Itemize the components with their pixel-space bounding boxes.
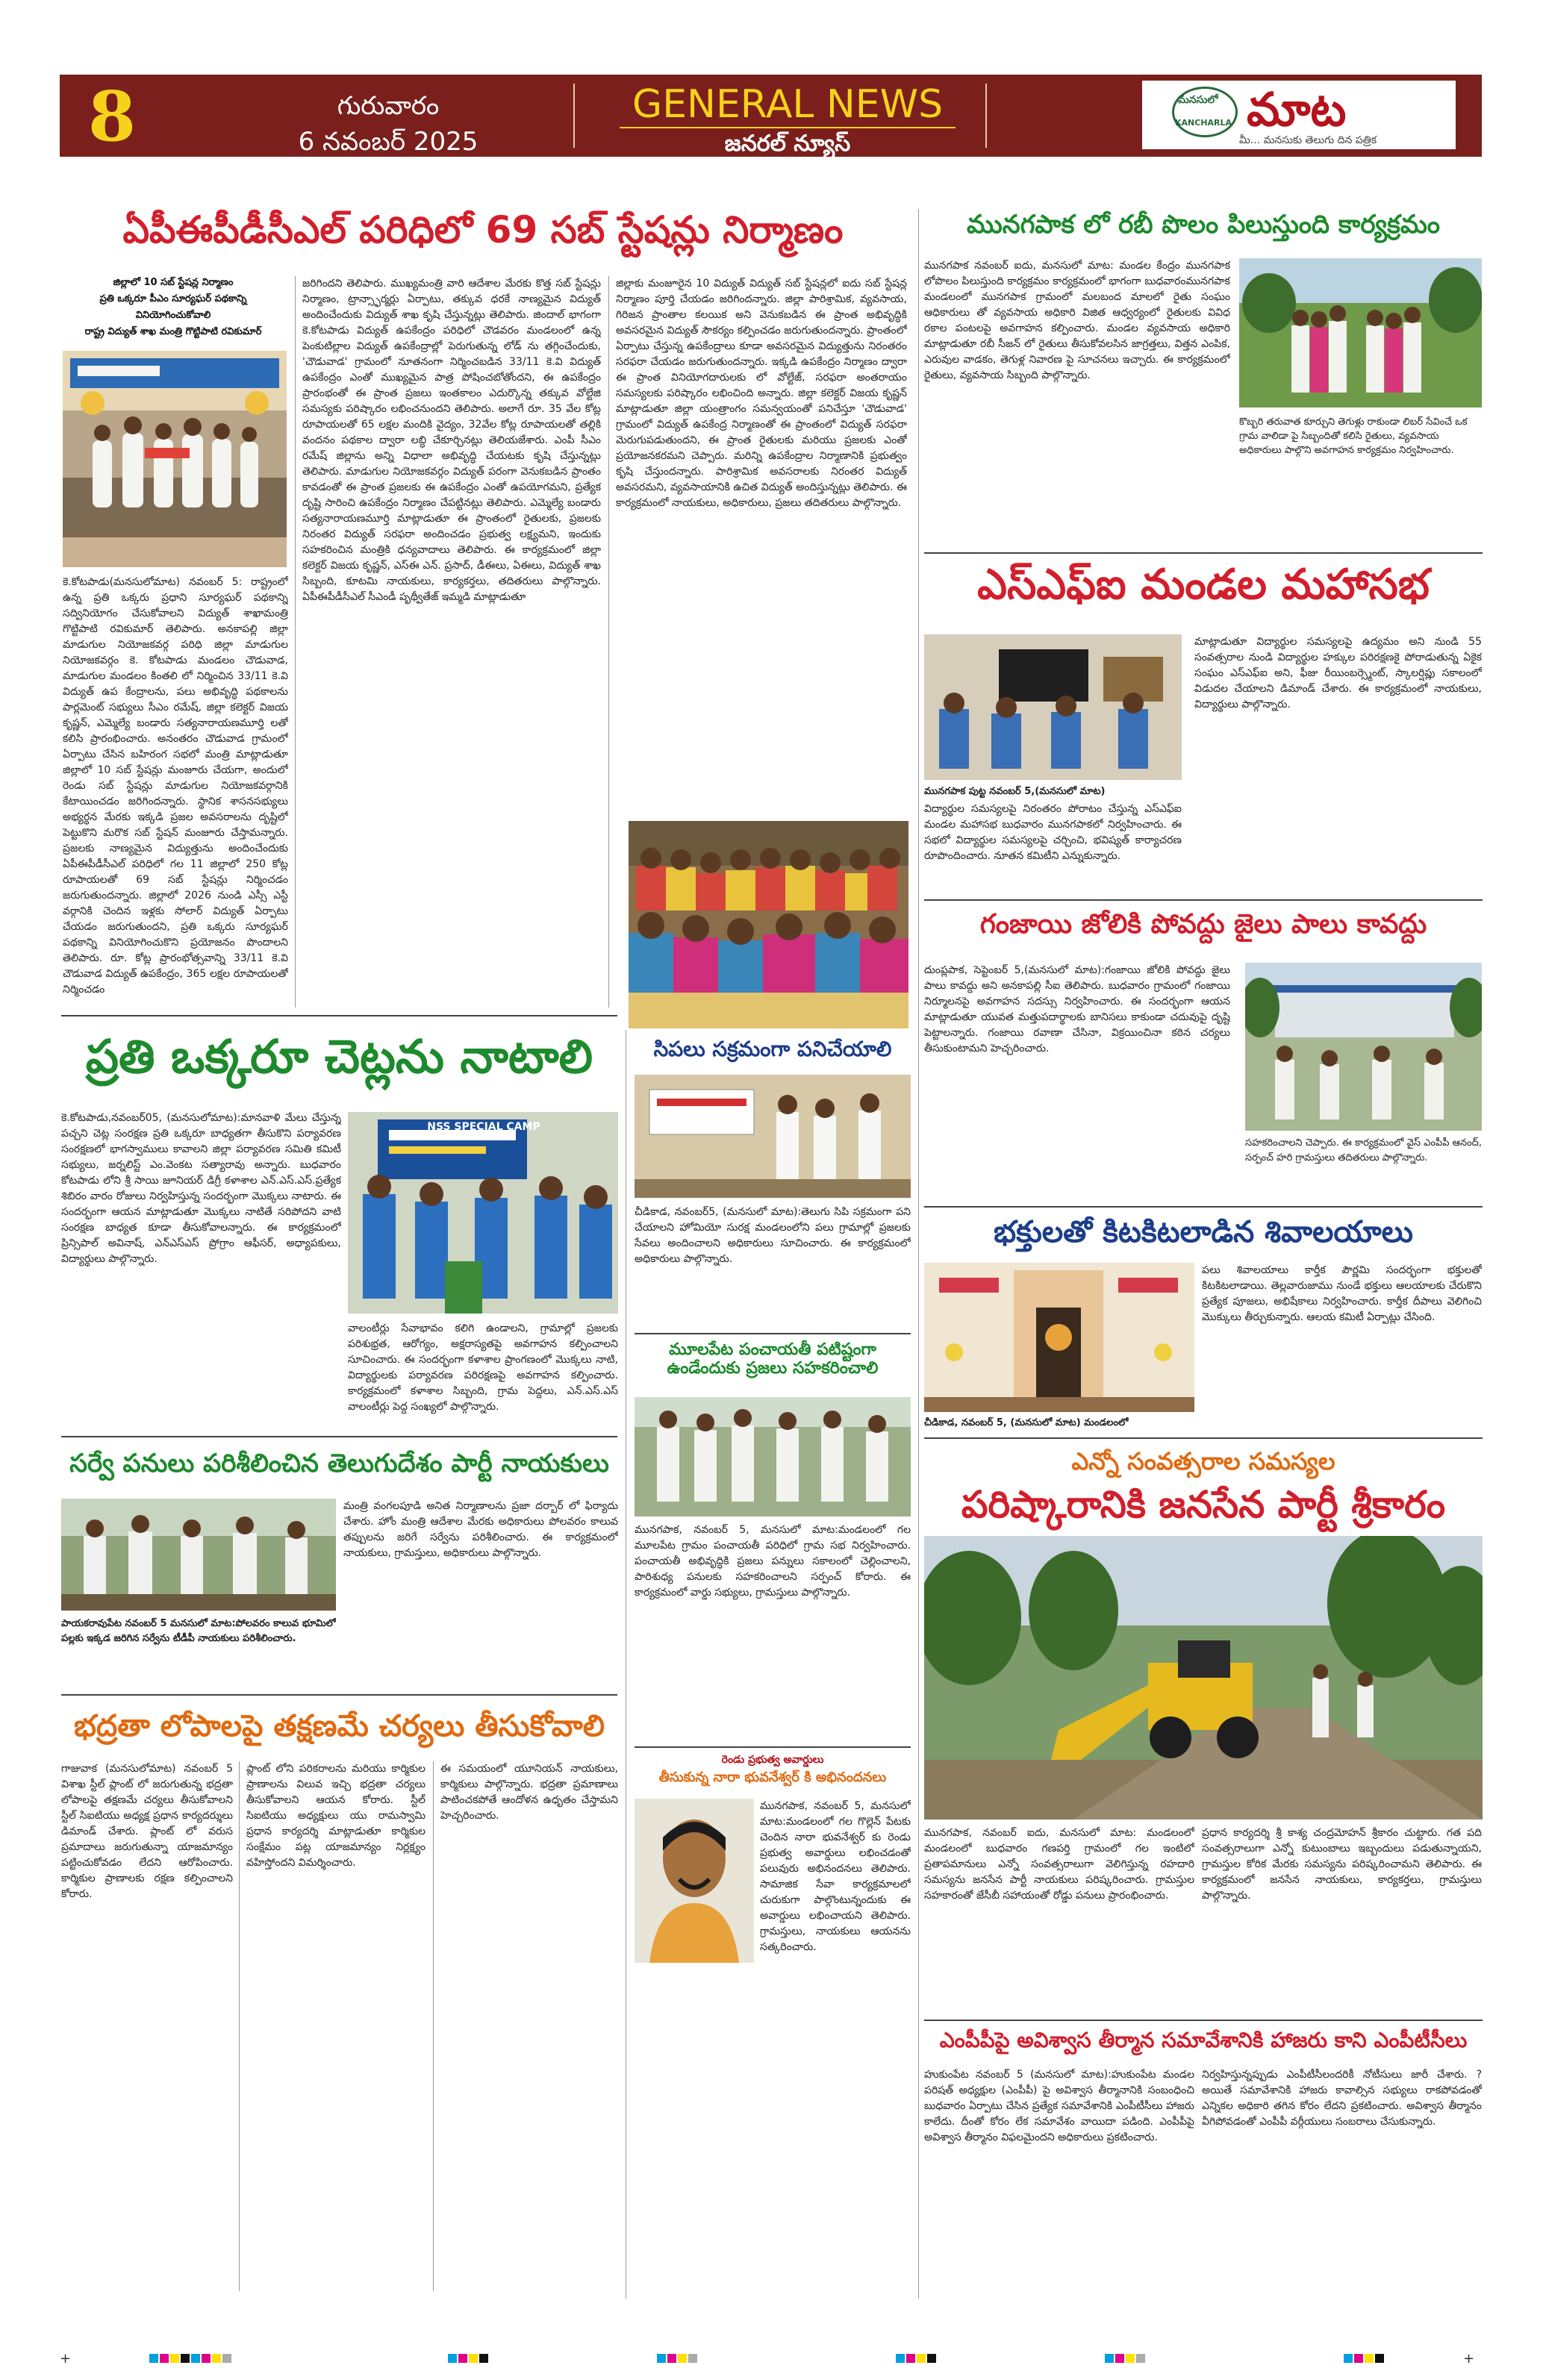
photo-survey (61, 1499, 336, 1611)
section-rule (924, 2020, 1483, 2021)
section-rule (61, 1436, 617, 1437)
photo-crowd-meeting (629, 821, 908, 1028)
masthead-date-block (246, 88, 530, 160)
headline-birthday: తీసుకున్న నారా భువనేశ్వర్ కి అభినందనలు (658, 1770, 887, 1785)
masthead-day: గురువారం (337, 91, 440, 121)
headline-sfi: ఎస్ఎఫ్ఐ మండల మహాసభ (977, 560, 1430, 609)
photo-inauguration (63, 351, 287, 567)
section-title-en: GENERAL NEWS (632, 82, 944, 127)
column-rule (608, 276, 609, 1008)
photo-rabi-field (1239, 258, 1482, 407)
column-rule (239, 1761, 240, 2291)
headline-substations: ఏపీఈపీడీసీఎల్ పరిధిలో 69 సబ్ స్టేషన్లు నిర్మాణం (122, 208, 844, 252)
section-rule (635, 1333, 911, 1334)
deck-3: రాష్ట్ర విద్యుత్ శాఖ మంత్రి గొట్టిపాటి రవికుమార్ (84, 326, 262, 337)
column-rule (918, 209, 919, 2299)
section-rule (635, 1746, 911, 1748)
photo-ganja-awareness (1245, 963, 1482, 1131)
rabi-body: మునగపాక నవంబర్ ఐదు, మనసులో మాట: మండల కేంద్రం మునగపాక లోపొలం పిలుస్తుంది కార్యక్రమం కార్యక్రమంలో భాగంగా బుధవారంమునగపాక మండలంలో మునగపాక గ్రామంలో మలబంద మాలలో రైతు సంఘం ఆధికారులు తో వ్యవసాయ అధికారి విజిత ఆధ్వర్యంలో రైతులకు వివిధ రకాల పంటలపై అవగాహన కల్పించారు. మండల వ్యవసాయ అధికారి మాట్లాడుతూ రబీ సీజన్ లో రైతులు తీసుకోవలసిన జాగ్రత్తలు, విత్తన ఎంపిక, ఎరువుల వాడకం, తెగుళ్ల నివారణ పై సూచనలు ఇచ్చారు. ఈ కార్యక్రమంలో రైతులు, వ్యవసాయ సిబ్బంది పాల్గొన్నారు. (924, 260, 1230, 381)
mptc-body-2: నిర్వహిస్తున్నప్పుడు ఎంపీటీసీలందరికీ నోటీసులు జారీ చేశారు. ?అయితే సమావేశానికి హాజరు కావాల్సిన సభ్యులు రాకపోవడంతో ఎన్నికల అధికారి తగిన కోరం లేదని ప్రకటించారు. అవిశ్వాస తీర్మానం వీగిపోవడంతో ఎంపీపీ వర్గీయులు సంబరాలు చేసుకున్నారు. (1202, 2069, 1482, 2128)
janasena-body-2: ప్రధాన కార్యదర్శి శ్రీ కాశ్య చంద్రమోహన్ శ్రీకారం చుట్టారు. గత పది సంవత్సరాలుగా ఎన్నో కుటుంబాలు ఇబ్బందులు పడుతున్నాయని, గ్రామస్తుల కోరిక మేరకు సమస్యను పరిష్కరించామని తెలిపారు. ఈ కార్యక్రమంలో జనసేన నాయకులు, కార్యకర్తలు, గ్రామస్తులు పాల్గొన్నారు. (1202, 1827, 1482, 1902)
substations-body-2: జరిగిందని తెలిపారు. ముఖ్యమంత్రి వారి ఆదేశాల మేరకు కొత్త సబ్ స్టేషన్లు నిర్మాణం, ట్రాన్స్ఫార్మర్లు ఏర్పాటు, తక్కువ ధరకే నాణ్యమైన విద్యుత్ అందించేందుకు విద్యుత్ శాఖ కృషి చేస్తున్నట్లు తెలిపారు. జిందాల్ భాగంగా కె.కోటపాడు విద్యుత్ ఉపకేంద్రం పరిధిలో చౌడవరం మండలంలో ఉన్న పెంకుటిల్లాల విద్యుత్ ఉపకేంద్రాల్లో పెరుగుతున్న లోడ్ ను తగ్గించేందుకు, 'చౌడువాడ' గ్రామంలో నూతనంగా నిర్మించబడిన 33/11 కె.వి విద్యుత్ ఉపకేంద్రం ఎంతో ముఖ్యమైన పాత్ర పోషించబోతోందని, ఈ ఉపకేంద్రం ప్రారంభంతో ఈ ప్రాంత ప్రజలు ఇంతకాలం ఎదుర్కొన్న తక్కువ వోల్టేజి సమస్యకు పరిష్కారం లభించనుందని తెలిపారు. అలాగే రూ. 35 వేల కోట్ల రూపాయలతో 65 లక్షల మందికి వైద్యం, 32వేల కోట్ల రూపాయలతో తల్లికి వందనం పథకాల ద్వారా లబ్ధి చేకూర్చినట్లు తెలియజేశారు. ఎంపీ సీఎం రమేష్ జిల్లాను అన్ని విధాలా అభివృద్ధి చేయటకు కృషి చేస్తున్నట్లు తెలిపారు. మాడుగుల నియోజకవర్గం విద్యుత్ పరంగా వెనుకబడిన ప్రాంతం కావడంతో ఈ ప్రాంత ప్రజలకు ఈ ఉపకేంద్రం ఎంతో ఉపయోగమని, ప్రత్యేక దృష్టి సారించి ఉపకేంద్రం నిర్మాణం చేపట్టినట్లు తెలిపారు. ఎమ్మెల్యే బండారు సత్యనారాయణమూర్తి మాట్లాడుతూ ఈ ప్రాంతంలో రైతులకు, ప్రజలకు నిరంతర విద్యుత్ సరఫరా అందించడం ప్రభుత్వ లక్ష్యమని, ఇందుకు సహకరించిన మంత్రికి ధన్యవాదాలు తెలిపారు. ఈ కార్యక్రమంలో జిల్లా కలెక్టర్ విజయ కృష్ణన్, ఎస్ఈ ఎన్. ప్రసాద్, డీఈలు, ఏఈలు, విద్యుత్ శాఖ సిబ్బంది, కూటమి నాయకులు, కార్యకర్తలు, తదితరులు పాల్గొన్నారు. ఏపీఈపీడీసీఎల్ సీఎండీ పృథ్వీతేజ్ ఇమ్మడి మాట్లాడుతూ (302, 278, 601, 603)
headline-survey: సర్వే పనులు పరిశీలించిన తెలుగుదేశం పార్టీ నాయకులు (69, 1449, 609, 1478)
photo-portrait (635, 1799, 754, 1963)
panchayat-body: మునగపాక, నవంబర్ 5, మనసులో మాట:మండలంలో గల మూలపేట గ్రామం పంచాయతీ పరిధిలో గ్రామ సభ నిర్వహించారు. పంచాయతీ అభివృద్ధికి ప్రజలు పన్నులు సకాలంలో చెల్లించాలని, పారిశుధ్య పనులకు సహకరించాలని సర్పంచ్ కోరారు. ఈ కార్యక్రమంలో వార్డు సభ్యులు, గ్రామస్తులు పాల్గొన్నారు. (635, 1524, 911, 1599)
sfi-body-1: విద్యార్థుల సమస్యలపై నిరంతరం పోరాటం చేస్తున్న ఎస్ఎఫ్ఐ మండల మహాసభ బుధవారం మునగపాకలో నిర్వహించారు. ఈ సభలో విద్యార్థుల సమస్యలపై చర్చించి, భవిష్యత్ కార్యాచరణ రూపొందించారు. నూతన కమిటీని ఎన్నుకున్నారు. (924, 803, 1182, 862)
section-rule (924, 899, 1483, 901)
photo-temple (924, 1263, 1194, 1412)
column-rule (295, 276, 296, 1008)
logo-tagline: మీ... మనసుకు తెలుగు దిన పత్రిక (1239, 134, 1377, 146)
column-rule (433, 1761, 434, 2291)
trees-body-2: వాలంటీర్లు సేవాభావం కలిగి ఉండాలని, గ్రామాల్లో ప్రజలకు పరిశుభ్రత, ఆరోగ్యం, అక్షరాస్యతపై అవగాహన కల్పించాలని సూచించారు. ఈ సందర్భంగా కళాశాల ప్రాంగణంలో మొక్కలు నాటి, విద్యార్థులకు పర్యావరణ పరిరక్షణపై అవగాహన కల్పించారు. కార్యక్రమంలో కళాశాల సిబ్బంది, గ్రామ పెద్దలు, ఎన్.ఎస్.ఎస్ వాలంటీర్లు పెద్ద సంఖ్యలో పాల్గొన్నారు. (348, 1322, 618, 1413)
trees-body-1: కె.కోటపాడు,నవంబర్05, (మనసులోమాట):మానవాళి మేలు చేస్తున్న పచ్చని చెట్ల సంరక్షణ ప్రతి ఒక్కరూ బాధ్యతగా తీసుకొని పర్యావరణ సంరక్షణలో భాగస్వాములు కావాలని జిల్లా పర్యావరణ సమితి కమిటీ సభ్యులు, జర్నలిస్ట్ ఎం.వెంకట సత్యారావు అన్నారు. బుధవారం కోటపాడు లోని శ్రీ సాయి జూనియర్ డిగ్రీ కళాశాల ఎన్.ఎస్.ఎస్.ప్రత్యేక శిబిరం వారం రోజులు నిర్వహిస్తున్న సందర్భంగా మొక్కలు నాటారు. ఈ సందర్భంగా ఆయన మాట్లాడుతూ మొక్కలు నాటితే సరిపోదని వాటి సంరక్షణ బాధ్యత కూడా తీసుకోవాలన్నారు. ఈ కార్యక్రమంలో ప్రిన్సిపాల్ అవినాష్, ఎన్ఎస్ఎస్ ప్రోగ్రాం ఆఫీసర్, అధ్యాపకులు, విద్యార్థులు పాల్గొన్నారు. (61, 1112, 341, 1265)
rabi-caption: కొబ్బరి తరువాత కూర్చుని తెగుళ్లు రాకుండా లిబర్ సేవించే ఒక గ్రామ వాలిడా పై సిబ్బందితో కలిసి రైతులు, వ్యవసాయ అధికారులు పాల్గొని అవగాహన కార్యక్రమం నిర్వహించారు. (1239, 416, 1468, 456)
logo-brand: KANCHARLA (1175, 118, 1232, 128)
safety-body-3: ఈ సమయంలో యూనియన్ నాయకులు, కార్మికులు పాల్గొన్నారు. భద్రతా ప్రమాణాలు పాటించకపోతే ఆందోళన ఉధృతం చేస్తామని హెచ్చరించారు. (440, 1763, 618, 1822)
masthead-divider-2 (985, 84, 987, 148)
logo-small-text: మనసులో (1178, 94, 1218, 106)
ganja-body: దుంప్లపాక, సెప్టెంబర్ 5,(మనసులో మాట):గంజాయి జోలికి పోవద్దు జైలు పాలు కావద్దు అని అనకాపల్లి సీఐ తెలిపారు. బుధవారం గ్రామంలో గంజాయి నిర్మూలనపై అవగాహన సదస్సు నిర్వహించారు. ఈ సందర్భంగా ఆయన మాట్లాడుతూ యువత మత్తుపదార్థాలకు బానిసలు కాకుండా చదువుపై దృష్టి పెట్టాలన్నారు. గంజాయి రవాణా చేసినా, విక్రయించినా కఠిన చర్యలు తీసుకుంటామని హెచ్చరించారు. (924, 964, 1230, 1055)
headline-ganja: గంజాయి జోలికి పోవద్దు జైలు పాలు కావద్దు (979, 909, 1427, 940)
substations-decks (61, 275, 285, 340)
safety-body-2: ప్లాంట్ లోని పరికరాలను మరియు కార్మికుల ప్రాణాలను విలువ ఇచ్చి భద్రతా చర్యలు తీసుకోవాలని ఆయన కోరారు. స్టీల్ సిఐటియు అధ్యక్షులు యు రామస్వామి ప్రధాన కార్యదర్శి మాట్లాడుతూ కార్మికుల సంక్షేమం పట్ల యాజమాన్యం నిర్లక్ష్యం వహిస్తోందని విమర్శించారు. (246, 1763, 426, 1869)
photo-sepalu (635, 1075, 911, 1198)
headline-temples: భక్తులతో కిటకిటలాడిన శివాలయాలు (994, 1215, 1413, 1249)
page-number: 8 (88, 76, 137, 157)
svg-text:+: + (60, 2351, 72, 2366)
headline-sepalu: సిపలు సక్రమంగా పనిచేయాలి (653, 1037, 892, 1061)
headline-janasena-1: ఎన్నో సంవత్సరాల సమస్యల (1071, 1447, 1335, 1475)
nss-banner-text: NSS SPECIAL CAMP (427, 1121, 540, 1133)
deck-2: ప్రతి ఒక్కరూ పీఎం సూర్యఘర్ పథకాన్ని వినియోగించుకోవాలి (99, 293, 247, 321)
substations-body-3: జిల్లాకు మంజూరైన 10 విద్యుత్ విద్యుత్ సబ్ స్టేషన్లలో ఐదు సబ్ స్టేషన్ల నిర్మాణం పూర్తి చేయడం జరిగిందన్నారు. జిల్లా పారిశ్రామిక, వ్యవసాయ, గిరిజన ప్రాంతాల కలయిక అని వెనుకబడిన ఈ ప్రాంత అభివృద్ధికి అవసరమైన విద్యుత్ సౌకర్యం కల్పించడం జరుగుతుందన్నారు. ప్రాంతంలో ఏర్పాటు చేస్తున్న ఉపకేంద్రాలు కూడా అవసరమైన విద్యుత్తును నిరంతరం సరఫరా చేయడం జరుగుతుందన్నారు. ఇక్కడి ఉపకేంద్రం నిర్మాణం ద్వారా ఈ ప్రాంత వినియోగదారులకు లో వోల్టేజ్, సరఫరా అంతరాయం సమస్యలకు పరిష్కారం లభించింది అన్నారు. జిల్లా కలెక్టర్ విజయ కృష్ణన్ మాట్లాడుతూ జిల్లా యంత్రాంగం సమన్వయంతో పనిచేస్తూ 'చౌడువాడ' గ్రామంలో విద్యుత్ ఉపకేంద్ర నిర్మాణంతో ఈ ప్రాంతంలో విద్యుత్ సరఫరా మెరుగుపడుతుందని, ఈ ప్రాంత రైతులకు మరియు ప్రజలకు ఎంతో ప్రయోజనకరమని చెప్పారు. మరిన్ని ఉపకేంద్రాల నిర్మాణానికి ప్రభుత్వం కృషి చేస్తుందన్నారు. పారిశ్రామిక అవసరాలకు నిరంతర విద్యుత్ అవసరమని, వ్యవసాయానికి ఉచిత విద్యుత్ అందిస్తున్నట్లు తెలిపారు. ఈ కార్యక్రమంలో నాయకులు, అధికారులు, ప్రజలు తదితరులు పాల్గొన్నారు. (616, 278, 907, 509)
birthday-body: మునగపాక, నవంబర్ 5, మనసులో మాట:మండలంలో గల గొల్లెన్ పేటకు చెందిన నారా భువనేశ్వర్ కు రెండు ప్రభుత్వ అవార్డులు లభించడంతో పలువురు అభినందనలు తెలిపారు. సామాజిక సేవా కార్యక్రమాలలో చురుకుగా పాల్గొంటున్నందుకు ఈ అవార్డులు లభించాయని తెలిపారు. గ్రామస్తులు, నాయకులు ఆయనను సత్కరించారు. (760, 1800, 911, 1953)
birthday-deck: రెండు ప్రభుత్వ అవార్డులు (721, 1754, 824, 1766)
section-underline (620, 127, 956, 128)
headline-janasena-2: పరిష్కారానికి జనసేన పార్టీ శ్రీకారం (961, 1483, 1446, 1526)
mptc-body-1: హుకుంపేట నవంబర్ 5 (మనసులో మాట):హుకుంపేట మండల పరిషత్ అధ్యక్షుల (ఎంపీపీ) పై అవిశ్వాస తీర్మానానికి సంబంధించి బుధవారం ఏర్పాటు చేసిన ప్రత్యేక సమావేశానికి ఎంపీటీసీలు హాజరు కాలేదు. దీంతో కోరం లేక సమావేశం వాయిదా పడింది. ఎంపీపీపై అవిశ్వాస తీర్మానం విఫలమైందని అధికారులు ప్రకటించారు. (924, 2069, 1194, 2143)
headline-rabi: మునగపాక లో రబీ పొలం పిలుస్తుంది కార్యక్రమం (966, 210, 1441, 240)
headline-panchayat: మూలపేట పంచాయతీ పటిష్టంగా ఉండేందుకు ప్రజలు సహకరించాలి (667, 1340, 879, 1378)
deck-1: జిల్లాలో 10 సబ్ స్టేషన్ల నిర్మాణం (113, 277, 234, 288)
photo-nss-camp (348, 1112, 618, 1314)
substations-body-1: కె.కోటపాడు(మనసులోమాట) నవంబర్ 5: రాష్ట్రంలో ఉన్న ప్రతి ఒక్కరు ప్రధాని సూర్యఘర్ పథకాన్ని సద్వినియోగం చేసుకోవాలని విద్యుత్ శాఖామంత్రి గొట్టిపాటి రవికుమార్ తెలిపారు. అనకాపల్లి జిల్లా మాడుగుల నియోజకవర్గ పరిధి జిల్లా మాడుగుల నియోజకవర్గం కె. కోటపాడు మండలం చౌడువాడ, మాడుగుల మండలం కింతలి లో నిర్మించిన 33/11 కె.వి విద్యుత్ ఉప కేంద్రాలను, పలు అభివృద్ధి పథకాలను పార్లమెంట్ సభ్యులు సీఎం రమేష్, జిల్లా కలెక్టర్ విజయ కృష్ణన్, ఎమ్మెల్యే బండారు సత్యనారాయణమూర్తి లతో కలిసి ప్రారంభించారు. అనంతరం చౌడువాడ గ్రామంలో ఏర్పాటు చేసిన బహిరంగ సభలో మంత్రి మాట్లాడుతూ జిల్లాలో 10 సబ్ స్టేషన్లు మంజూరు చేయగా, అందులో రెండు సబ్ స్టేషన్లు మాడుగుల నియోజకవర్గానికి కేటాయించడం జరిగిందన్నారు. స్థానిక శాసనసభ్యులు అభ్యర్థన మేరకు ఇక్కడి ప్రజల అవసరాలను దృష్టిలో పెట్టుకొని మరొక సబ్ స్టేషన్ మంజూరు చేస్తామన్నారు. ప్రజలకు నాణ్యమైన విద్యుత్తును అందించేందుకు ఏపీఈపీడీసీఎల్ పరిధిలో గల 11 జిల్లాలో 250 కోట్ల రూపాయలతో 69 సబ్ స్టేషన్లు నిర్మించడం జరుగుతుందన్నారు. జిల్లాలో 2026 నుండి ఎస్సీ ఎస్టీ వర్గానికి చెందిన ఇళ్లకు సోలార్ విద్యుత్ ఏర్పాటు చేయడం జరుగుతుందని, ప్రతి ఒక్కరు సూర్యఘర్ పథకాన్ని వినియోగించుకొని ప్రయోజనం పొందాలని తెలిపారు. రూ. కోట్ల ప్రారంభోత్సవాన్ని 33/11 కె.వి చౌడువాడ విద్యుత్ ఉపకేంద్రం, 365 లక్షల రూపాయలతో నిర్మించడం (63, 576, 288, 996)
section-rule (61, 1694, 617, 1696)
print-registration-bar (60, 2351, 1482, 2366)
photo-panchayat (635, 1397, 911, 1517)
ganja-caption: సహకరించాలని చెప్పారు. ఈ కార్యక్రమంలో వైస్ ఎంపీపీ ఆనంద్, సర్పంచ్ హరి గ్రామస్తులు తదితరులు పాల్గొన్నారు. (1245, 1137, 1482, 1164)
logo-title: మాట (1247, 82, 1347, 137)
survey-caption: పాయకరావుపేట నవంబర్ 5 మనసులో మాట:పోలవరం కాలువ భూమిలో పల్లకు ఇక్కడ జరిగిన సర్వేను టీడీపీ నాయకులు పరిశీలించారు. (61, 1618, 336, 1644)
newspaper-logo (1142, 81, 1456, 149)
section-rule (924, 1206, 1483, 1208)
section-rule (924, 552, 1483, 554)
section-rule (61, 1015, 617, 1016)
temples-caption: చీడికాడ, నవంబర్ 5, (మనసులో మాట) మండలంలో (924, 1417, 1129, 1428)
sfi-body-2: మాట్లాడుతూ విద్యార్థుల సమస్యలపై ఉద్యమం అని నుండి 55 సంవత్సరాల నుండి విద్యార్థుల హక్కుల పరిరక్షణకై పోరాడుతున్న ఏకైక సంఘం ఎస్ఎఫ్ఐ అని, ఫీజు రీయింబర్స్మెంట్, స్కాలర్షిప్లు సకాలంలో విడుదల చేయాలని డిమాండ్ చేశారు. ఈ కార్యక్రమంలో నాయకులు, విద్యార్థులు పాల్గొన్నారు. (1194, 636, 1482, 710)
section-rule (924, 1437, 1483, 1439)
survey-body: మంత్రి వంగలపూడి అనిత నిర్మాణాలను ప్రజా దర్బార్ లో ఫిర్యాదు చేశారు. హోం మంత్రి ఆదేశాల మేరకు అధికారులు పోలవరం కాలువ తప్పులను జరిగే సర్వేను పరిశీలించారు. ఈ కార్యక్రమంలో నాయకులు, గ్రామస్తులు, అధికారులు పాల్గొన్నారు. (343, 1500, 618, 1559)
sfi-caption: మునగపాక పుట్ట నవంబర్ 5,(మనసులో మాట) (924, 786, 1106, 797)
masthead-divider (573, 84, 575, 148)
masthead-date: 6 నవంబర్ 2025 (298, 127, 479, 157)
headline-safety: భద్రతా లోపాలపై తక్షణమే చర్యలు తీసుకోవాలి (73, 1709, 605, 1743)
headline-mptc: ఎంపీపీపై అవిశ్వాస తీర్మాన సమావేశానికి హాజరు కాని ఎంపీటీసీలు (939, 2028, 1468, 2052)
photo-jcb-road (924, 1536, 1483, 1820)
sepalu-body: చీడికాడ, నవంబర్5, (మనసులో మాట):తెలుగు సిపి సక్రమంగా పని చేయాలని హోమియో సురక్ష మండలంలోని పలు గ్రామాల్లో ప్రజలకు సేవలు అందించాలని అధికారులు సూచించారు. ఈ కార్యక్రమంలో అధికారులు పాల్గొన్నారు. (635, 1206, 911, 1265)
section-title-te: జనరల్ న్యూస్ (724, 131, 851, 157)
headline-trees: ప్రతి ఒక్కరూ చెట్లను నాటాలి (85, 1029, 593, 1084)
photo-sfi-meeting (924, 634, 1182, 780)
temples-body: పలు శివాలయాలు కార్తీక పౌర్ణమి సందర్భంగా భక్తులతో కిటకిటలాడాయి. తెల్లవారుజాము నుండే భక్తులు ఆలయాలకు చేరుకొని ప్రత్యేక పూజలు, అభిషేకాలు నిర్వహించారు. కార్తీక దీపాలు వెలిగించి మొక్కులు తీర్చుకున్నారు. ఆలయ కమిటీ ఏర్పాట్లు చేసింది. (1202, 1264, 1482, 1323)
janasena-body-1: మునగపాక, నవంబర్ ఐదు, మనసులో మాట: మండలంలో మండలంలో బుధవారం గణపర్తి గ్రామంలో గల ఇంటిలో ప్రతాపమానులు ఎన్నో సంవత్సరాలుగా వెలిగిస్తున్న రహదారి సమస్యను జనసేన పార్టీ నాయకులు పరిష్కరించారు. గ్రామస్తుల సహకారంతో జేసీబీ సహాయంతో రోడ్డు పనులు ప్రారంభించారు. (924, 1827, 1194, 1902)
svg-text:+: + (1463, 2351, 1475, 2366)
safety-body-1: గాజువాక (మనసులోమాట) నవంబర్ 5 విశాఖ స్టీల్ ప్లాంట్ లో జరుగుతున్న భద్రతా లోపాలపై తక్షణమే చర్యలు తీసుకోవాలని స్టీల్ సిఐటియు అధ్యక్ష ప్రధాన కార్యదర్శులు డిమాండ్ చేశారు. ప్లాంట్ లో వరుస ప్రమాదాలు జరుగుతున్నా యాజమాన్యం పట్టించుకోవడం లేదని ఆరోపించారు. కార్మికుల ప్రాణాలకు రక్షణ కల్పించాలని కోరారు. (61, 1763, 233, 1900)
